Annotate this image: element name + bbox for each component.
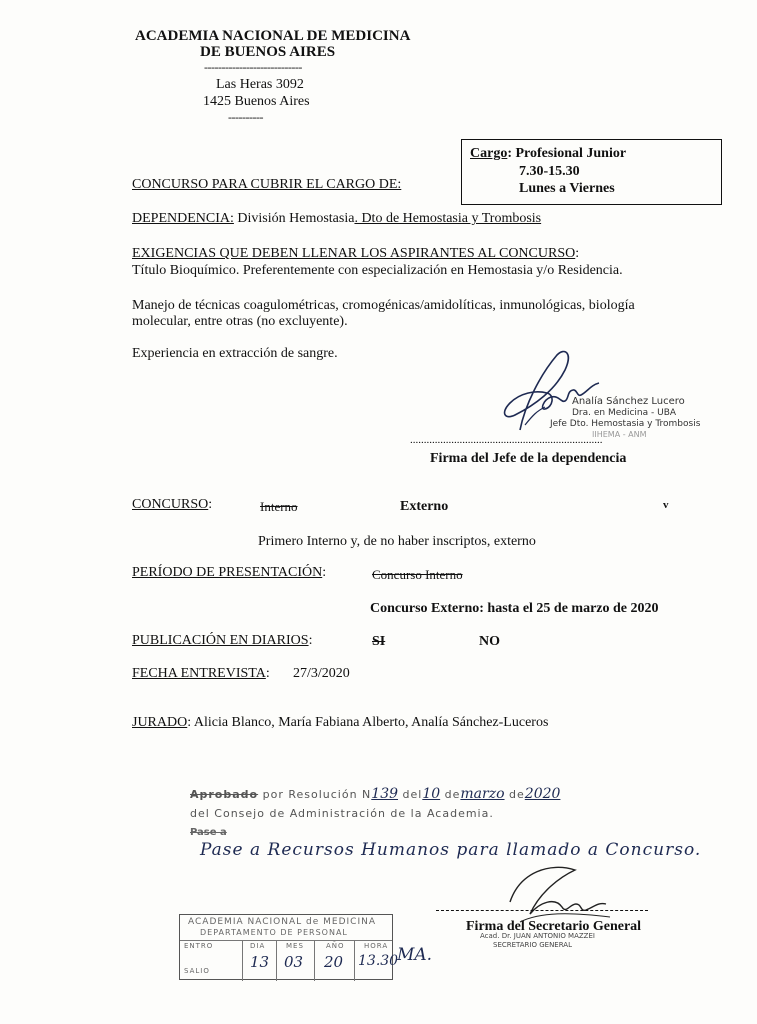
aprobado-line bbox=[190, 786, 560, 802]
publicacion-label: PUBLICACIÓN EN DIARIOS bbox=[132, 633, 309, 648]
dependencia-line bbox=[132, 211, 541, 227]
jefe-stamp-role: Jefe Dto. Hemostasia y Trombosis bbox=[550, 419, 701, 429]
secretario-label: Firma del Secretario General bbox=[466, 919, 642, 934]
secretario-line bbox=[436, 910, 648, 911]
publicacion-si: SI bbox=[372, 634, 386, 649]
concurso-checkmark: v bbox=[663, 499, 669, 511]
aprobado-day: 10 bbox=[422, 786, 441, 802]
dependencia-value-a: División Hemostasia bbox=[233, 211, 355, 226]
secretario-role: SECRETARIO GENERAL bbox=[493, 941, 572, 949]
dependencia-value-b: . Dto de Hemostasia y Trombosis bbox=[354, 211, 542, 226]
aprobado-month: marzo bbox=[460, 786, 505, 802]
pase-a: Pase a bbox=[190, 827, 227, 838]
concurso-externo: Externo bbox=[400, 499, 449, 514]
jurado-value: : Alicia Blanco, María Fabiana Alberto, Analía Sánchez-Luceros bbox=[187, 715, 549, 730]
exigencias-colon: : bbox=[575, 246, 580, 261]
aprobado-word: Aprobado bbox=[190, 788, 259, 801]
jefe-stamp-title: Dra. en Medicina - UBA bbox=[572, 408, 677, 418]
stamp-side-salio: SALIO bbox=[184, 967, 210, 975]
publicacion-line bbox=[132, 633, 312, 649]
aprobado-resolucion: por Resolución N bbox=[262, 788, 372, 801]
exigencias-line2: Manejo de técnicas coagulométricas, cromogénicas/amidolíticas, inmunológicas, biología bbox=[132, 298, 635, 313]
institution-city: DE BUENOS AIRES bbox=[200, 44, 336, 60]
institution-name: ACADEMIA NACIONAL DE MEDICINA bbox=[135, 28, 411, 44]
stamp-hora-value: 13.30 bbox=[358, 953, 399, 969]
dependencia-label: DEPENDENCIA: bbox=[132, 211, 234, 226]
stamp-header-ano: AÑO bbox=[326, 942, 345, 950]
publicacion-colon: : bbox=[308, 633, 313, 648]
stamp-mes-value: 03 bbox=[284, 953, 304, 971]
cargo-hours: 7.30-15.30 bbox=[519, 164, 580, 179]
secretario-name: Acad. Dr. JUAN ANTONIO MAZZEI bbox=[480, 932, 595, 940]
aprobado-consejo: del Consejo de Administración de la Academia. bbox=[190, 807, 494, 820]
exigencias-heading: EXIGENCIAS QUE DEBEN LLENAR LOS ASPIRANTES AL CONCURSO bbox=[132, 246, 576, 261]
periodo-externo: Concurso Externo: hasta el 25 de marzo de 2020 bbox=[370, 601, 659, 616]
cargo-label: Cargo bbox=[470, 146, 508, 161]
cargo-line bbox=[470, 146, 626, 162]
fecha-colon: : bbox=[265, 666, 270, 681]
stamp-header-dia: DIA bbox=[250, 942, 266, 950]
periodo-line bbox=[132, 565, 326, 581]
concurso-label: CONCURSO bbox=[132, 497, 209, 512]
exigencias-line3: molecular, entre otras (no excluyente). bbox=[132, 314, 348, 329]
jurado-label: JURADO bbox=[132, 715, 188, 730]
pase-handwriting: Pase a Recursos Humanos para llamado a Concurso. bbox=[200, 840, 702, 860]
address-city: 1425 Buenos Aires bbox=[203, 94, 310, 109]
jefe-stamp-name: Analía Sánchez Lucero bbox=[572, 396, 685, 407]
jefe-stamp-institution: IIHEMA - ANM bbox=[592, 430, 647, 439]
header-rule: ---------------------------- bbox=[204, 60, 302, 74]
address-street: Las Heras 3092 bbox=[216, 77, 304, 92]
stamp-initials: MA. bbox=[397, 945, 433, 965]
aprobado-year: 2020 bbox=[524, 786, 561, 802]
concurso-line bbox=[132, 497, 212, 513]
concurso-colon: : bbox=[208, 497, 213, 512]
fecha-value: 27/3/2020 bbox=[293, 666, 350, 681]
stamp-header-entro: ENTRO bbox=[184, 942, 214, 950]
fecha-label: FECHA ENTREVISTA bbox=[132, 666, 266, 681]
exigencias-line4: Experiencia en extracción de sangre. bbox=[132, 346, 338, 361]
cargo-value: : Profesional Junior bbox=[507, 146, 627, 161]
periodo-label: PERÍODO DE PRESENTACIÓN bbox=[132, 565, 323, 580]
concurso-interno: Interno bbox=[260, 499, 298, 514]
stamp-title: ACADEMIA NACIONAL de MEDICINA bbox=[188, 917, 376, 927]
periodo-interno: Concurso Interno bbox=[372, 567, 463, 582]
aprobado-de1: de bbox=[444, 788, 461, 801]
aprobado-number: 139 bbox=[371, 786, 399, 802]
concurso-cargo-heading: CONCURSO PARA CUBRIR EL CARGO DE: bbox=[132, 177, 402, 192]
fecha-line bbox=[132, 666, 270, 682]
jefe-signature-label: Firma del Jefe de la dependencia bbox=[430, 451, 627, 466]
publicacion-no: NO bbox=[479, 634, 500, 649]
jefe-signature-line: ...................................................................... bbox=[410, 434, 603, 446]
concurso-note: Primero Interno y, de no haber inscriptos, externo bbox=[258, 534, 536, 549]
stamp-header-hora: HORA bbox=[364, 942, 389, 950]
stamp-subtitle: DEPARTAMENTO DE PERSONAL bbox=[200, 928, 348, 937]
stamp-ano-value: 20 bbox=[324, 953, 344, 971]
aprobado-de2: de bbox=[509, 788, 525, 801]
cargo-days: Lunes a Viernes bbox=[519, 181, 615, 196]
exigencias-line1: Título Bioquímico. Preferentemente con especialización en Hemostasia y/o Residencia. bbox=[132, 263, 623, 278]
stamp-header-mes: MES bbox=[286, 942, 304, 950]
stamp-dia-value: 13 bbox=[250, 953, 270, 971]
aprobado-del: del bbox=[402, 788, 423, 801]
address-rule: ---------- bbox=[228, 110, 263, 124]
jurado-line bbox=[132, 715, 548, 731]
personnel-stamp bbox=[179, 914, 399, 980]
exigencias-heading-line bbox=[132, 246, 579, 262]
periodo-colon: : bbox=[322, 565, 327, 580]
cargo-box bbox=[461, 139, 722, 205]
